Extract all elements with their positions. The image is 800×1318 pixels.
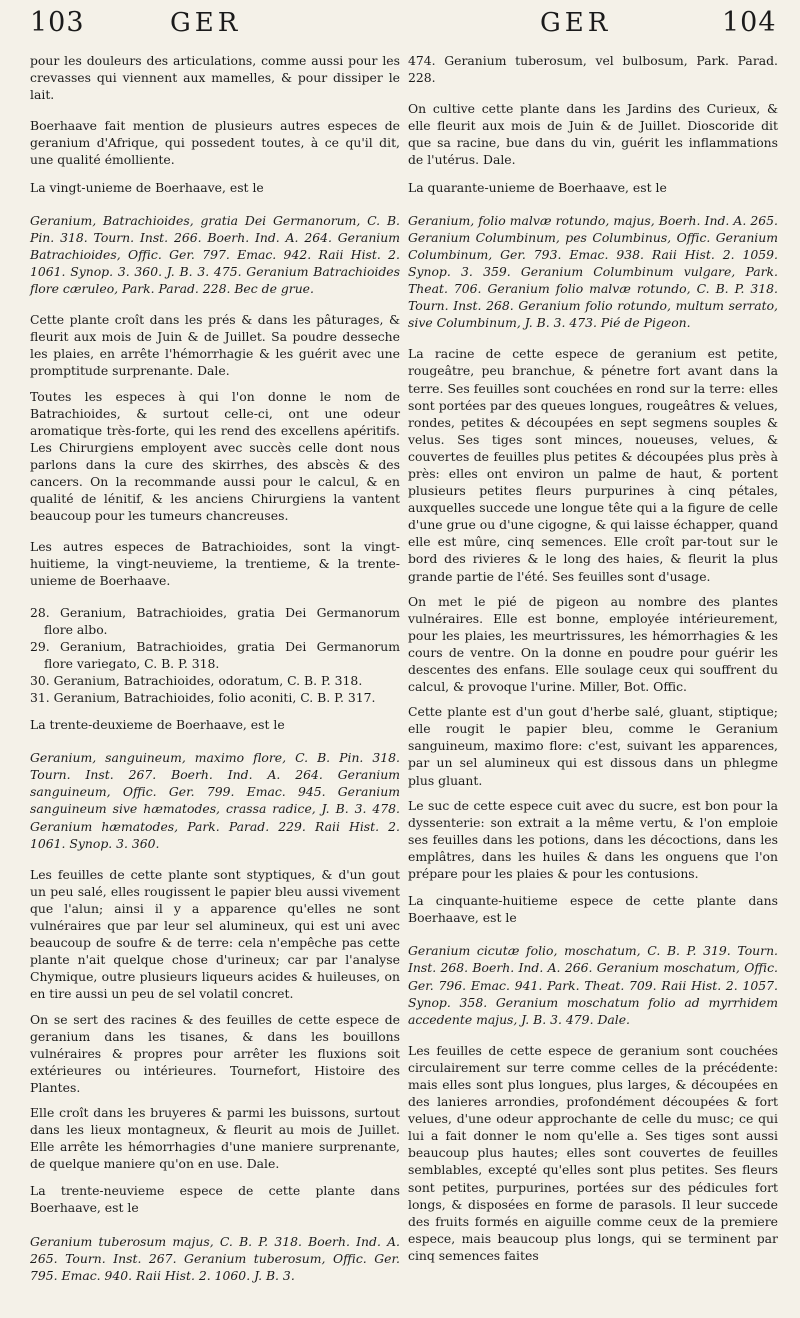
list-item: 31. Geranium, Batrachioides, folio aconiti, C. B. P. 317.: [30, 690, 376, 705]
paragraph: On met le pié de pigeon au nombre des plantes vulnéraires. Elle est bonne, employée intérieurement, pour les plaies, les meurtrissures, les hémorrhagies & les cours de ventre. On la donne en poudre pour guérir les descentes des enfans. Elle soulage ceux qui souffrent du calcul, & provoque l'urine. Miller, Bot. Offic.: [408, 593, 778, 695]
paragraph: On cultive cette plante dans les Jardins des Curieux, & elle fleurit aux mois de Juin & de Juillet. Dioscoride dit que sa racine, bue dans du vin, guérit les inflammations de l'utérus. Dale.: [408, 101, 778, 168]
list-item: 29. Geranium, Batrachioides, gratia Dei Germanorum flore variegato, C. B. P. 318.: [30, 638, 400, 671]
paragraph: Les autres especes de Batrachioides, sont la vingt-huitieme, la vingt-neuvieme, la trentieme, & la trente-unieme de Boerhaave.: [30, 539, 400, 589]
paragraph: On se sert des racines & des feuilles de cette espece de geranium dans les tisanes, & dans les bouillons vulnéraires & propres pour arrêter les fluxions soit extérieures ou intérieures. Tournefort, Histoire des Plantes.: [30, 1011, 400, 1095]
section-heading: La vingt-unieme de Boerhaave, est le: [30, 179, 264, 195]
paragraph: Toutes les especes à qui l'on donne le nom de Batrachioides, & surtout celle-ci, ont une odeur aromatique très-forte, qui les rend des excellens apéritifs. Les Chirurgiens employent avec succès celle dont nous parlons dans la cure des skirrhes, des abscès & des cancers. On la recommande aussi pour le calcul, & en qualité de lénitif, & les anciens Chirurgiens la vantent beaucoup pour les tumeurs chancreuses.: [30, 388, 400, 524]
section-heading: La quarante-unieme de Boerhaave, est le: [408, 179, 667, 195]
botanical-citation: Geranium cicutæ folio, moschatum, C. B. P. 319. Tourn. Inst. 268. Boerh. Ind. A. 266. Geranium moschatum, Offic. Ger. 796. Emac. 941. Park. Theat. 709. Raii Hist. 2. 1057. Synop. 358. Geranium moschatum folio ad myrrhidem accedente majus, J. B. 3. 479. Dale.: [408, 943, 778, 1027]
botanical-citation: Geranium, Batrachioides, gratia Dei Germanorum, C. B. Pin. 318. Tourn. Inst. 266. Boerh. Ind. A. 264. Geranium Batrachioides, Offic. Ger. 797. Emac. 942. Raii Hist. 2. 1061. Synop. 3. 360. J. B. 3. 475. Geranium Batrachioides flore cæruleo, Park. Parad. 228. Bec de grue.: [30, 212, 400, 297]
right-page-number: 104: [722, 7, 777, 38]
left-column: [30, 52, 400, 1292]
botanical-citation: Geranium tuberosum majus, C. B. P. 318. Boerh. Ind. A. 265. Tourn. Inst. 267. Geranium tuberosum, Offic. Ger. 795. Emac. 940. Raii Hist. 2. 1060. J. B. 3.: [30, 1233, 400, 1283]
list-item: 30. Geranium, Batrachioides, odoratum, C. B. P. 318.: [30, 672, 363, 688]
paragraph: Les feuilles de cette plante sont styptiques, & d'un gout un peu salé, elles rougissent le papier bleu aussi vivement que l'alun; ainsi il y a apparence qu'elles ne sont vulnéraires que par leur sel alumineux, qui est uni avec beaucoup de soufre & de terre: cela n'empêche pas cette plante n'ait quelque chose d'urineux; car par l'analyse Chymique, outre plusieurs liqueurs acides & huileuses, on en tire aussi un peu de sel volatil concret.: [30, 866, 400, 1002]
section-heading: La cinquante-huitieme espece de cette plante dans Boerhaave, est le: [408, 893, 778, 926]
paragraph: pour les douleurs des articulations, comme aussi pour les crevasses qui viennent aux mamelles, & pour dissiper le lait.: [30, 53, 400, 103]
botanical-citation: Geranium, folio malvæ rotundo, majus, Boerh. Ind. A. 265. Geranium Columbinum, pes Columbinus, Offic. Geranium Columbinum, Ger. 793. Emac. 938. Raii Hist. 2. 1059. Synop. 3. 359. Geranium Columbinum vulgare, Park. Theat. 706. Geranium folio malvæ rotundo, C. B. P. 318. Tourn. Inst. 268. Geranium folio rotundo, multum serrato, sive Columbinum, J. B. 3. 473. Pié de Pigeon.: [408, 212, 778, 331]
botanical-citation: Geranium, sanguineum, maximo flore, C. B. Pin. 318. Tourn. Inst. 267. Boerh. Ind. A. 264. Geranium sanguineum, Offic. Ger. 799. Emac. 945. Geranium sanguineum sive hæmatodes, crassa radice, J. B. 3. 478. Geranium hæmatodes, Park. Parad. 229. Raii Hist. 2. 1061. Synop. 3. 360.: [30, 750, 400, 851]
paragraph: 474. Geranium tuberosum, vel bulbosum, Park. Parad. 228.: [408, 53, 778, 86]
paragraph: Les feuilles de cette espece de geranium sont couchées circulairement sur terre comme celles de la précédente: mais elles sont plus longues, plus larges, & découpées en des lanieres arrondies, profondément découpées & fort velues, d'une odeur approchante de celle du musc; ce qui lui a fait donner le nom qu'elle a. Ses tiges sont aussi beaucoup plus hautes; elles sont couvertes de feuilles semblables, excepté qu'elles sont plus petites. Ses fleurs sont petites, purpurines, portées sur des pédicules fort longs, & disposées en forme de parasols. Il leur succede des fruits formés en aiguille comme ceux de la premiere espece, mais beaucoup plus longs, qui se terminent par cinq semences faites: [408, 1042, 778, 1263]
right-running-head: GER: [540, 8, 612, 38]
paragraph: La racine de cette espece de geranium est petite, rougeâtre, peu branchue, & pénetre fort avant dans la terre. Ses feuilles sont couchées en rond sur la terre: elles sont portées par des queues longues, rougeâtres & velues, rondes, petites & découpées en sept segmens souples & velus. Ses tiges sont minces, noueuses, velues, & couvertes de feuilles plus petites & découpées plus près à près: elles ont environ un palme de haut, & portent plusieurs petites fleurs purpurines à cinq pétales, auxquelles succede une longue tête qui a la figure de celle d'une grue ou d'une cigogne, & qui laisse échapper, quand elle est mûre, cinq semences. Elle croît par-tout sur le bord des rivieres & le long des haies, & fleurit la plus grande partie de l'été. Ses feuilles sont d'usage.: [408, 346, 778, 584]
paragraph: Le suc de cette espece cuit avec du sucre, est bon pour la dyssenterie: son extrait a la même vertu, & l'on emploie ses feuilles dans les potions, dans les décoctions, dans les emplâtres, dans les huiles & dans les onguens que l'on prépare pour les plaies & pour les contusions.: [408, 797, 778, 882]
right-column: [408, 52, 778, 1272]
left-running-head: GER: [170, 8, 242, 38]
paragraph: Cette plante est d'un gout d'herbe salé, gluant, stiptique; elle rougit le papier bleu, comme le Geranium sanguineum, maximo flore: c'est, suivant les apparences, par un sel alumineux qui est dissous dans un phlegme plus gluant.: [408, 704, 778, 788]
list-item: 28. Geranium, Batrachioides, gratia Dei Germanorum flore albo.: [30, 604, 400, 637]
left-page-number: 103: [30, 7, 85, 38]
paragraph: Cette plante croît dans les prés & dans les pâturages, & fleurit aux mois de Juin & de Juillet. Sa poudre desseche les plaies, en arrête l'hémorrhagie & les guérit avec une promptitude surprenante. Dale.: [30, 312, 400, 379]
section-heading: La trente-neuvieme espece de cette plante dans Boerhaave, est le: [30, 1183, 400, 1216]
paragraph: Boerhaave fait mention de plusieurs autres especes de geranium d'Afrique, qui possedent toutes, à ce qu'il dit, une qualité émolliente.: [30, 118, 400, 168]
section-heading: La trente-deuxieme de Boerhaave, est le: [30, 717, 285, 733]
paragraph: Elle croît dans les bruyeres & parmi les buissons, surtout dans les lieux montagneux, & fleurit au mois de Juillet. Elle arrête les hémorrhagies d'une maniere surprenante, de quelque maniere qu'on en use. Dale.: [30, 1104, 400, 1172]
